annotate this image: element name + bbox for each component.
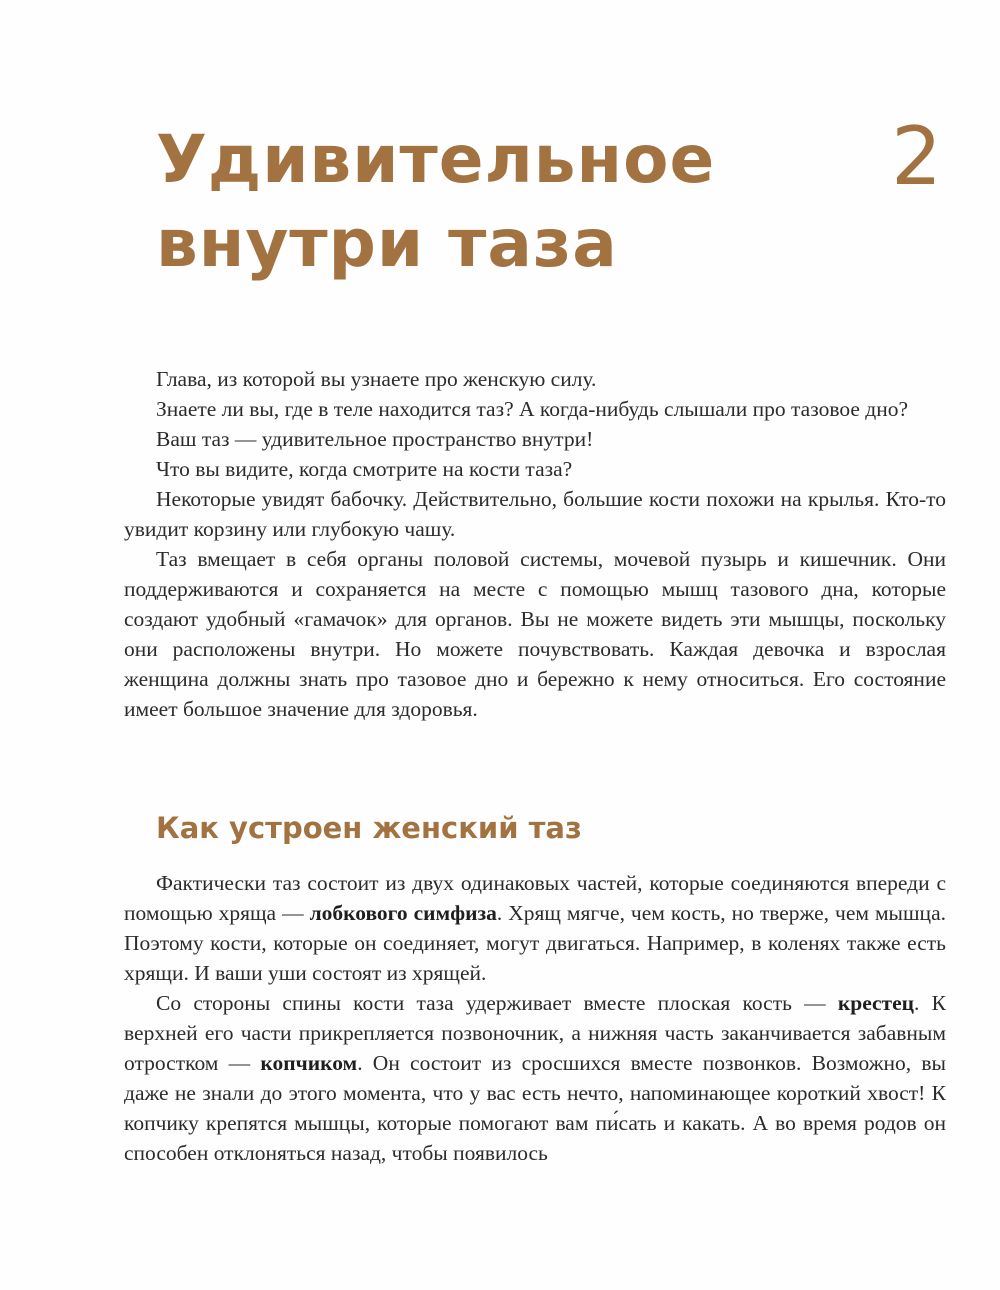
section-text [124, 868, 946, 1168]
section-p2-text-a: Со стороны спины кости таза удерживает вместе плоская кость — [156, 991, 838, 1015]
intro-paragraph-1: Глава, из которой вы узнаете про женскую силу. [156, 367, 597, 391]
section-p1-text-b: . Хрящ мягче, чем кость, но тверже, чем мышца. Поэтому кости, которые он соединяет, могут двигаться. Например, в коленях также есть хрящи. И ваши уши состоят из хрящей. [124, 901, 946, 985]
intro-paragraph-5: Некоторые увидят бабочку. Действительно, большие кости похожи на крылья. Кто-то увидит корзину или глубокую чашу. [124, 487, 946, 541]
chapter-number: 2 [891, 110, 942, 203]
term-coccyx: копчиком [260, 1051, 358, 1075]
chapter-title-line-1: Удивительное [156, 121, 716, 198]
chapter-title [156, 118, 796, 286]
section-p1-text-a: Фактически таз состоит из двух одинаковых частей, которые соединяются впереди с помощью хряща — [124, 871, 946, 925]
section-p2-text-b: . К верхней его части прикрепляется позвоночник, а нижняя часть заканчивается забавным отростком — [124, 991, 946, 1075]
intro-text [124, 364, 946, 724]
chapter-title-line-2: внутри таза [156, 205, 618, 282]
intro-paragraph-4: Что вы видите, когда смотрите на кости таза? [156, 457, 573, 481]
intro-paragraph-3: Ваш таз — удивительное пространство внутри! [156, 427, 594, 451]
intro-paragraph-6: Таз вмещает в себя органы половой системы, мочевой пузырь и кишечник. Они поддерживаются и сохраняется на месте с помощью мышц тазового дна, которые создают удобный «гамачок» для органов. Вы не можете видеть эти мышцы, поскольку они расположены внутри. Но можете почувствовать. Каждая девочка и взрослая женщина должны знать про тазовое дно и бережно к нему относиться. Его состояние имеет большое значение для здоровья. [124, 547, 946, 721]
intro-paragraph-2: Знаете ли вы, где в теле находится таз? А когда-нибудь слышали про тазовое дно? [156, 397, 909, 421]
section-paragraph-2 [124, 988, 946, 1168]
term-pubic-symphysis: лобкового симфиза [309, 901, 497, 925]
section-p2-text-c: . Он состоит из сросшихся вместе позвонков. Возможно, вы даже не знали до этого момента, что у вас есть нечто, напоминающее короткий хвост! К копчику крепятся мышцы, которые помогают вам пи́сать и какать. А во время родов он способен отклоняться назад, чтобы появилось [124, 1051, 946, 1165]
term-sacrum: крестец [837, 991, 915, 1015]
section-heading: Как устроен женский таз [156, 811, 582, 845]
section-paragraph-1 [124, 868, 946, 988]
